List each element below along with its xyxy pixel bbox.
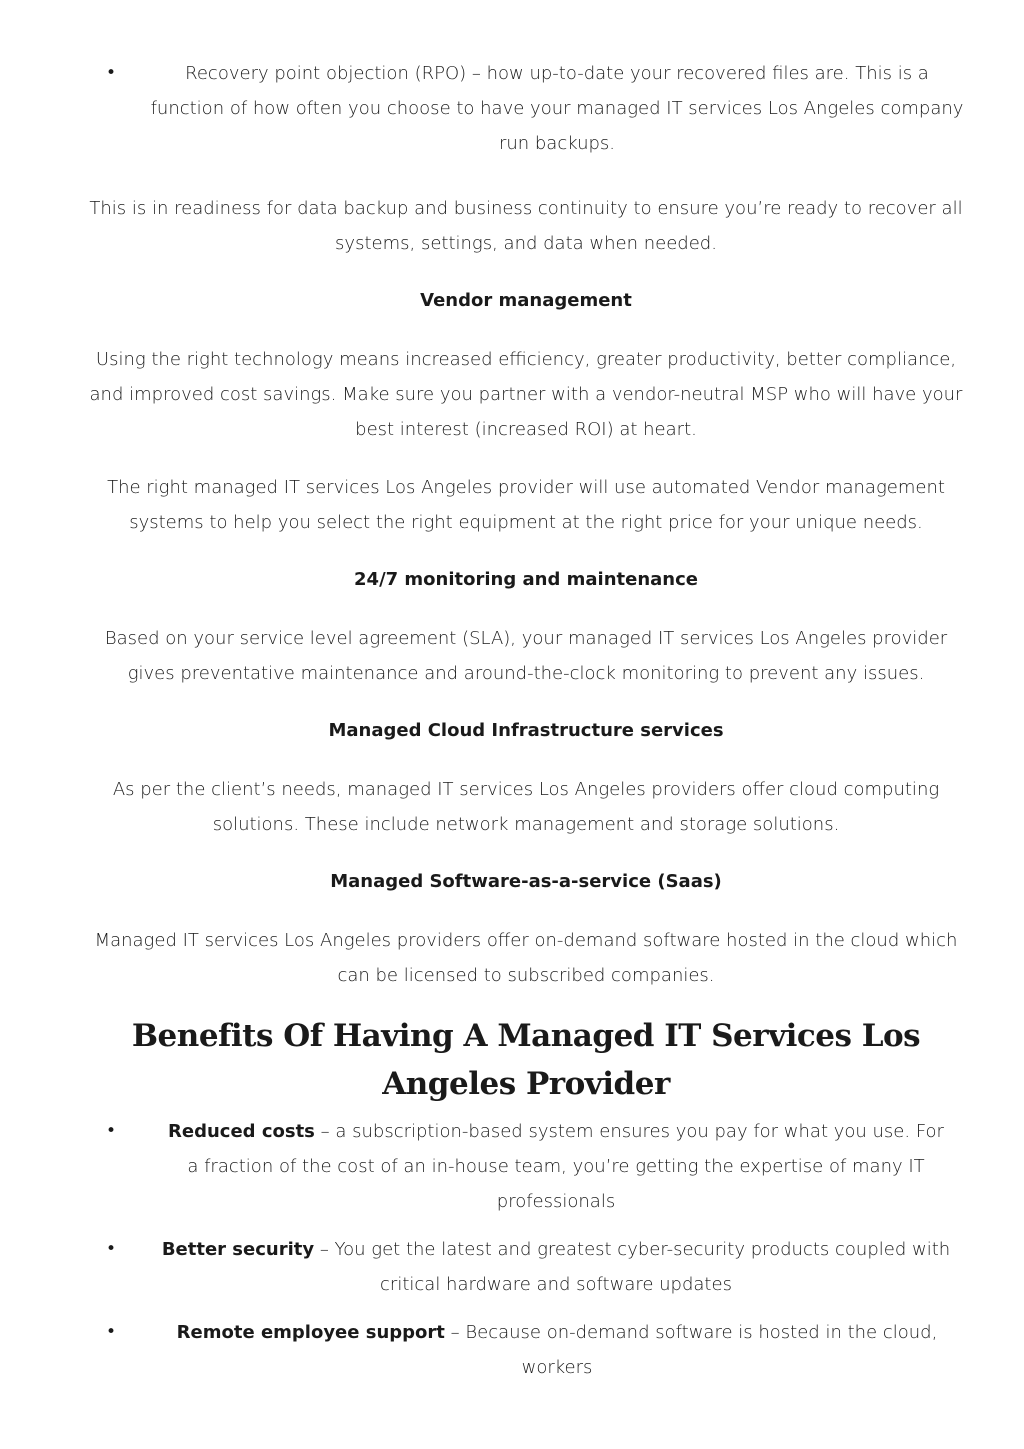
paragraph-saas: Managed IT services Los Angeles providers offer on-demand software hosted in the cloud which can be licensed to subscribed companies. [94,930,958,986]
paragraph-vendor-2: The right managed IT services Los Angeles provider will use automated Vendor management systems to help you select the right equipment at the right price for your unique needs. [107,477,945,533]
heading-benefits: Benefits Of Having A Managed IT Services Los Angeles Provider [131,1018,921,1102]
heading-vendor-management: Vendor management [420,290,632,311]
list-item-better-security-text [160,1232,952,1302]
paragraph-cloud: As per the client’s needs, managed IT services Los Angeles providers offer cloud computing solutions. These include network management and storage solutions. [112,779,940,835]
list-item-label: Reduced costs [168,1121,315,1142]
heading-cloud-infrastructure: Managed Cloud Infrastructure services [328,720,724,741]
bullet-marker: • [106,1239,117,1259]
bullet-marker: • [106,1322,117,1342]
bullet-marker: • [106,1121,117,1141]
paragraph-vendor-1: Using the right technology means increased efficiency, greater productivity, better compliance, and improved cost savings. Make sure you partner with a vendor-neutral MSP who will have your best interest (increased ROI) at heart. [89,349,963,440]
list-item-body: – You get the latest and greatest cyber-security products coupled with critical hardware and software updates [314,1239,951,1295]
list-item-body: – a subscription-based system ensures you pay for what you use. For a fraction of the cost of an in-house team, you’re getting the expertise of many IT professionals [187,1121,944,1212]
paragraph-monitoring: Based on your service level agreement (SLA), your managed IT services Los Angeles provider gives preventative maintenance and around-the-clock monitoring to prevent any issues. [104,628,948,684]
list-item-reduced-costs-text [160,1114,952,1219]
heading-monitoring: 24/7 monitoring and maintenance [354,569,698,590]
list-item-label: Remote employee support [176,1322,445,1343]
paragraph-readiness: This is in readiness for data backup and business continuity to ensure you’re ready to recover all systems, settings, and data when needed. [89,198,963,254]
list-item-body: – Because on-demand software is hosted in the cloud, workers [444,1322,938,1378]
heading-saas: Managed Software-as-a-service (Saas) [330,871,722,892]
list-item-remote-support-text [140,1315,974,1385]
list-item-rpo-text: Recovery point objection (RPO) – how up-to-date your recovered files are. This is a function of how often you choose to have your managed IT services Los Angeles company run backups. [150,63,964,154]
bullet-marker: • [106,63,117,83]
list-item-label: Better security [161,1239,315,1260]
